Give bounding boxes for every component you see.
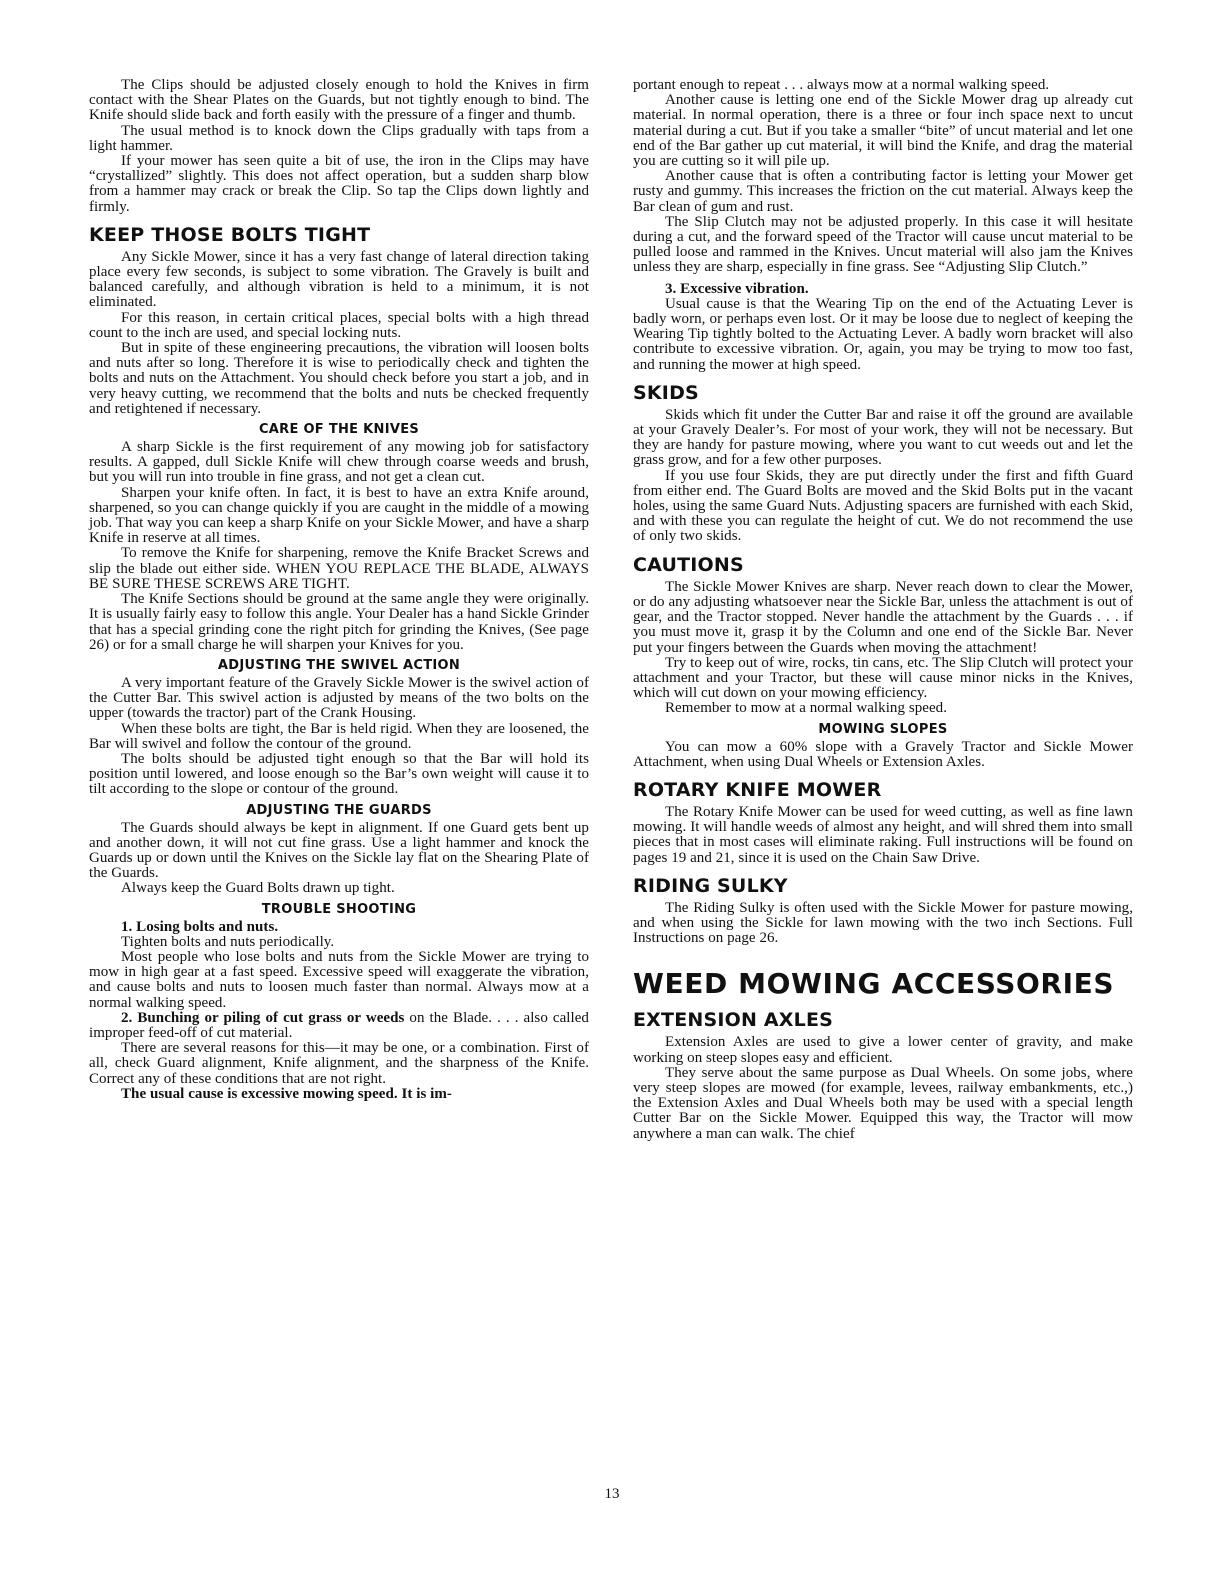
- rotary-paragraph-1: The Rotary Knife Mower can be used for weed cutting, as well as fine lawn mowing. It will handle weeds of almost any height, and will shred them into small pieces that in most cases will eliminate raking. Full instructions will be found on pages 19 and 21, since it is used on the Chain Saw Drive.: [633, 803, 1133, 866]
- slopes-paragraph-1: You can mow a 60% slope with a Gravely Tractor and Sickle Mower Attachment, when using Dual Wheels or Extension Axles.: [633, 738, 1133, 770]
- right-column: [633, 78, 1133, 1142]
- continued-paragraph: portant enough to repeat . . . always mow at a normal walking speed.: [633, 77, 1050, 93]
- bolts-paragraph-1: Any Sickle Mower, since it has a very fast change of lateral direction taking place every few seconds, is subject to some vibration. The Gravely is built and balanced carefully, and although vibration is held to a minimum, it is not eliminated.: [89, 248, 589, 311]
- page-number: 13: [604, 1486, 620, 1502]
- knives-paragraph-3: To remove the Knife for sharpening, remove the Knife Bracket Screws and slip the blade out either side. WHEN YOU REPLACE THE BLADE, ALWAYS BE SURE THESE SCREWS ARE TIGHT.: [89, 545, 589, 592]
- knives-paragraph-2: Sharpen your knife often. In fact, it is best to have an extra Knife around, sharpened, so you can change quickly if you are caught in the middle of a mowing job. That way you can keep a sharp Knife on your Sickle Mower, and have a sharp Knife in reserve at all times.: [89, 484, 589, 547]
- skids-paragraph-2: If you use four Skids, they are put directly under the first and fifth Guard from either end. The Guard Bolts are moved and the Skid Bolts put in the vacant holes, using the same Guard Nuts. Adjusting spacers are furnished with each Skid, and with these you can regulate the height of cut. We do not recommend the use of only two skids.: [633, 467, 1133, 545]
- knives-paragraph-4: The Knife Sections should be ground at the same angle they were originally. It is usually fairly easy to follow this angle. Your Dealer has a hand Sickle Grinder that has a special grinding cone the right pitch for grinding the Knives, (See page 26) or for a small charge he will sharpen your Knives for you.: [89, 591, 589, 653]
- skids-paragraph-1: Skids which fit under the Cutter Bar and raise it off the ground are available at your Gravely Dealer’s. For most of your work, they will not be necessary. But they are handy for pasture mowing, where you want to cut weeds out and let the grass grow, and for a few other purposes.: [633, 406, 1133, 469]
- heading-skids: SKIDS: [633, 381, 699, 404]
- swivel-paragraph-1: A very important feature of the Gravely Sickle Mower is the swivel action of the Cutter Bar. This swivel action is adjusted by means of the two bolts on the upper (towards the tractor) part of the Crank Housing.: [89, 674, 589, 722]
- heading-care-of-knives: CARE OF THE KNIVES: [258, 422, 420, 438]
- cautions-paragraph-3: Remember to mow at a normal walking speed.: [665, 700, 948, 717]
- trouble-item-1-paragraph-1: Tighten bolts and nuts periodically.: [121, 933, 335, 950]
- heading-cautions: CAUTIONS: [633, 553, 744, 576]
- heading-swivel-action: ADJUSTING THE SWIVEL ACTION: [217, 657, 461, 673]
- heading-mowing-slopes: MOWING SLOPES: [818, 721, 948, 737]
- heading-weed-mowing-accessories: WEED MOWING ACCESSORIES: [633, 967, 1115, 1001]
- trouble-item-2-lead: [89, 1011, 589, 1041]
- swivel-paragraph-2: When these bolts are tight, the Bar is held rigid. When they are loosened, the Bar will swivel and follow the contour of the ground.: [89, 720, 589, 752]
- trouble-item-2-paragraph-2: The usual cause is excessive mowing speed. It is im-: [121, 1085, 452, 1102]
- sulky-paragraph-1: The Riding Sulky is often used with the Sickle Mower for pasture mowing, and when using the Sickle for lawn mowing with the two inch Sections. Full Instructions on page 26.: [633, 899, 1133, 947]
- bunching-paragraph-3: Another cause that is often a contributing factor is letting your Mower get rusty and gummy. This increases the friction on the cut material. Always keep the Bar clean of gum and rust.: [633, 168, 1133, 215]
- swivel-paragraph-3: The bolts should be adjusted tight enough so that the Bar will hold its position until lowered, and loose enough so the Bar’s own weight will cause it to tilt according to the slope or contour of the ground.: [89, 750, 589, 798]
- clips-paragraph-3: If your mower has seen quite a bit of use, the iron in the Clips may have “crystallized” slightly. This does not affect operation, but a sudden sharp blow from a hammer may crack or break the Clip. So tap the Clips down lightly and firmly.: [89, 153, 589, 215]
- heading-keep-bolts-tight: KEEP THOSE BOLTS TIGHT: [89, 223, 371, 246]
- guards-paragraph-1: The Guards should always be kept in alignment. If one Guard gets bent up and another down, it will not cut fine grass. Use a light hammer and knock the Guards up or down until the Knives on the Sickle lay flat on the Shearing Plate of the Guards.: [89, 819, 589, 882]
- heading-riding-sulky: RIDING SULKY: [633, 874, 788, 897]
- trouble-item-1-heading: 1. Losing bolts and nuts.: [121, 918, 279, 935]
- bunching-paragraph-4: The Slip Clutch may not be adjusted properly. In this case it will hesitate during a cut, and the forward speed of the Tractor will cause uncut material to be pulled loose and rammed in the Knives. Uncut material will also jam the Knives unless they are sharp, especially in fine grass. See “Adjusting Slip Clutch.”: [633, 213, 1133, 276]
- cautions-paragraph-1: The Sickle Mower Knives are sharp. Never reach down to clear the Mower, or do any adjusting whatsoever near the Sickle Bar, unless the attachment is out of gear, and the Tractor stopped. Never handle the attachment by the Guards . . . if you must move it, grasp it by the Column and one end of the Sickle Bar. Never put your fingers between the Guards when moving the attachment!: [633, 578, 1133, 656]
- trouble-item-2-paragraph-1: There are several reasons for this—it may be one, or a combination. First of all, check Guard alignment, Knife alignment, and the sharpness of the Knife. Correct any of these conditions that are not right.: [89, 1040, 589, 1087]
- heading-rotary-knife-mower: ROTARY KNIFE MOWER: [633, 778, 882, 801]
- trouble-item-1-paragraph-2: Most people who lose bolts and nuts from the Sickle Mower are trying to mow in high gear at a fast speed. Excessive speed will exaggerate the vibration, and cause bolts and nuts to loosen much faster than normal. Always mow at a normal walking speed.: [89, 948, 589, 1011]
- trouble-item-2-heading: 2. Bunching or piling of cut grass or weeds: [121, 1009, 405, 1026]
- trouble-item-3-heading: 3. Excessive vibration.: [665, 280, 809, 297]
- bolts-paragraph-2: For this reason, in certain critical places, special bolts with a high thread count to the inch are used, and special locking nuts.: [89, 309, 589, 341]
- heading-trouble-shooting: TROUBLE SHOOTING: [261, 901, 417, 917]
- left-column: [89, 78, 589, 1102]
- trouble-item-3-paragraph-1: Usual cause is that the Wearing Tip on the end of the Actuating Lever is badly worn, or perhaps even lost. Or it may be loose due to neglect of keeping the Wearing Tip tightly bolted to the Actuating Lever. A badly worn bracket will also contribute to excessive vibration. Or, again, you may be trying to mow too fast, and running the mower at high speed.: [633, 295, 1133, 373]
- bunching-paragraph-2: Another cause is letting one end of the Sickle Mower drag up already cut material. In normal operation, there is a three or four inch space next to uncut material during a cut. But if you take a smaller “bite” of uncut material and let one end of the Bar gather up cut material, it will bind the Knife, and drag the material you are cutting so it will pile up.: [633, 92, 1133, 170]
- cautions-paragraph-2: Try to keep out of wire, rocks, tin cans, etc. The Slip Clutch will protect your attachment and your Tractor, but these will cause minor nicks in the Knives, which will cut down on your mowing efficiency.: [633, 654, 1133, 702]
- guards-paragraph-2: Always keep the Guard Bolts drawn up tight.: [121, 880, 395, 897]
- bolts-paragraph-3: But in spite of these engineering precautions, the vibration will loosen bolts and nuts after so long. Therefore it is wise to periodically check and tighten the bolts and nuts on the Attachment. You should check before you start a job, and in very heavy cutting, we recommend that the bolts and nuts be checked frequently and retightened if necessary.: [89, 340, 589, 417]
- heading-extension-axles: EXTENSION AXLES: [633, 1009, 834, 1032]
- axles-paragraph-2: They serve about the same purpose as Dual Wheels. On some jobs, where very steep slopes are mowed (for example, levees, railway embankments, etc.,) the Extension Axles and Dual Wheels both may be used with a special length Cutter Bar on the Sickle Mower. Equipped this way, the Tractor will mow anywhere a man can walk. The chief: [633, 1064, 1133, 1142]
- trouble-item-2-tail: on the Blade. . . . also called improper feed-off of cut material.: [89, 1009, 589, 1041]
- heading-adjusting-guards: ADJUSTING THE GUARDS: [246, 802, 432, 818]
- axles-paragraph-1: Extension Axles are used to give a lower center of gravity, and make working on steep slopes easy and efficient.: [633, 1034, 1133, 1066]
- clips-paragraph-2: The usual method is to knock down the Clips gradually with taps from a light hammer.: [89, 122, 589, 154]
- knives-paragraph-1: A sharp Sickle is the first requirement of any mowing job for satisfactory results. A gapped, dull Sickle Knife will chew through coarse weeds and brush, but you will run into trouble in fine grass, and not get a clean cut.: [89, 439, 589, 486]
- clips-paragraph-1: The Clips should be adjusted closely enough to hold the Knives in firm contact with the Shear Plates on the Guards, but not tightly enough to bind. The Knife should slide back and forth easily with the pressure of a finger and thumb.: [89, 77, 589, 124]
